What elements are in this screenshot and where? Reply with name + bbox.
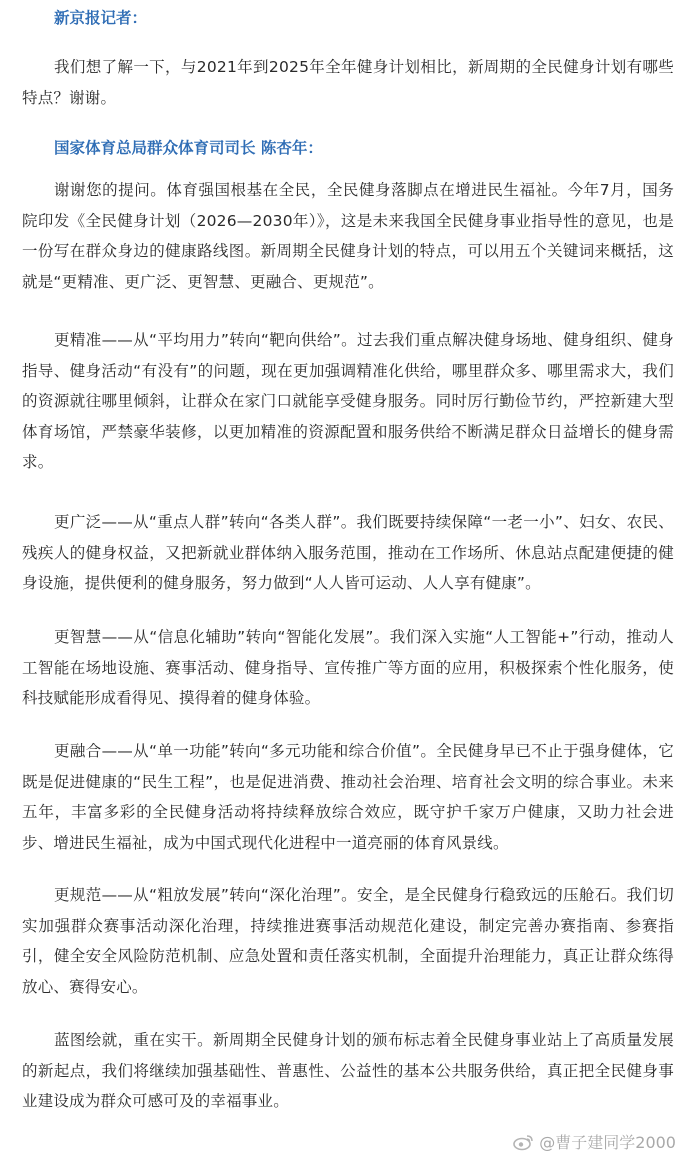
weibo-watermark <box>513 1130 676 1153</box>
answer-paragraph-intro: 谢谢您的提问。体育强国根基在全民，全民健身落脚点在增进民生福祉。今年7月，国务院印发《全民健身计划（2026—2030年）》，这是未来我国全民健身事业指导性的意见，也是一份写在群众身边的健康路线图。新周期全民健身计划的特点，可以用五个关键词来概括，这就是“更精准、更广泛、更智慧、更融合、更规范”。 <box>22 181 674 291</box>
speaker-reporter: 新京报记者： <box>54 9 148 27</box>
answer-paragraph-conclusion: 蓝图绘就，重在实干。新周期全民健身计划的颁布标志着全民健身事业站上了高质量发展的新起点，我们将继续加强基础性、普惠性、公益性的基本公共服务供给，真正把全民健身事业建设成为群众可感可及的幸福事业。 <box>22 1031 674 1110</box>
answer-paragraph-broad: 更广泛——从“重点人群”转向“各类人群”。我们既要持续保障“一老一小”、妇女、农民、残疾人的健身权益，又把新就业群体纳入服务范围，推动在工作场所、休息站点配建便捷的健身设施，提供便利的健身服务，努力做到“人人皆可运动、人人享有健康”。 <box>22 513 674 592</box>
answer-paragraph-integrated: 更融合——从“单一功能”转向“多元功能和综合价值”。全民健身早已不止于强身健体，它既是促进健康的“民生工程”，也是促进消费、推动社会治理、培育社会文明的综合事业。未来五年，丰富多彩的全民健身活动将持续释放综合效应，既守护千家万户健康，又助力社会进步、增进民生福祉，成为中国式现代化进程中一道亮丽的体育风景线。 <box>22 742 674 852</box>
weibo-logo-icon <box>513 1133 535 1151</box>
watermark-text: @曹子建同学2000 <box>539 1133 676 1152</box>
speaker-official: 国家体育总局群众体育司司长 陈杏年： <box>54 139 323 157</box>
answer-paragraph-precise: 更精准——从“平均用力”转向“靶向供给”。过去我们重点解决健身场地、健身组织、健身指导、健身活动“有没有”的问题，现在更加强调精准化供给，哪里群众多、哪里需求大，我们的资源就往哪里倾斜，让群众在家门口就能享受健身服务。同时厉行勤俭节约，严控新建大型体育场馆，严禁豪华装修，以更加精准的资源配置和服务供给不断满足群众日益增长的健身需求。 <box>22 331 674 471</box>
answer-paragraph-standardized: 更规范——从“粗放发展”转向“深化治理”。安全，是全民健身行稳致远的压舱石。我们切实加强群众赛事活动深化治理，持续推进赛事活动规范化建设，制定完善办赛指南、参赛指引，健全安全风险防范机制、应急处置和责任落实机制，全面提升治理能力，真正让群众练得放心、赛得安心。 <box>22 886 674 996</box>
question-paragraph: 我们想了解一下，与2021年到2025年全年健身计划相比，新周期的全民健身计划有哪些特点？谢谢。 <box>22 58 674 107</box>
answer-paragraph-smart: 更智慧——从“信息化辅助”转向“智能化发展”。我们深入实施“人工智能+”行动，推动人工智能在场地设施、赛事活动、健身指导、宣传推广等方面的应用，积极探索个性化服务，使科技赋能形成看得见、摸得着的健身体验。 <box>22 628 674 707</box>
